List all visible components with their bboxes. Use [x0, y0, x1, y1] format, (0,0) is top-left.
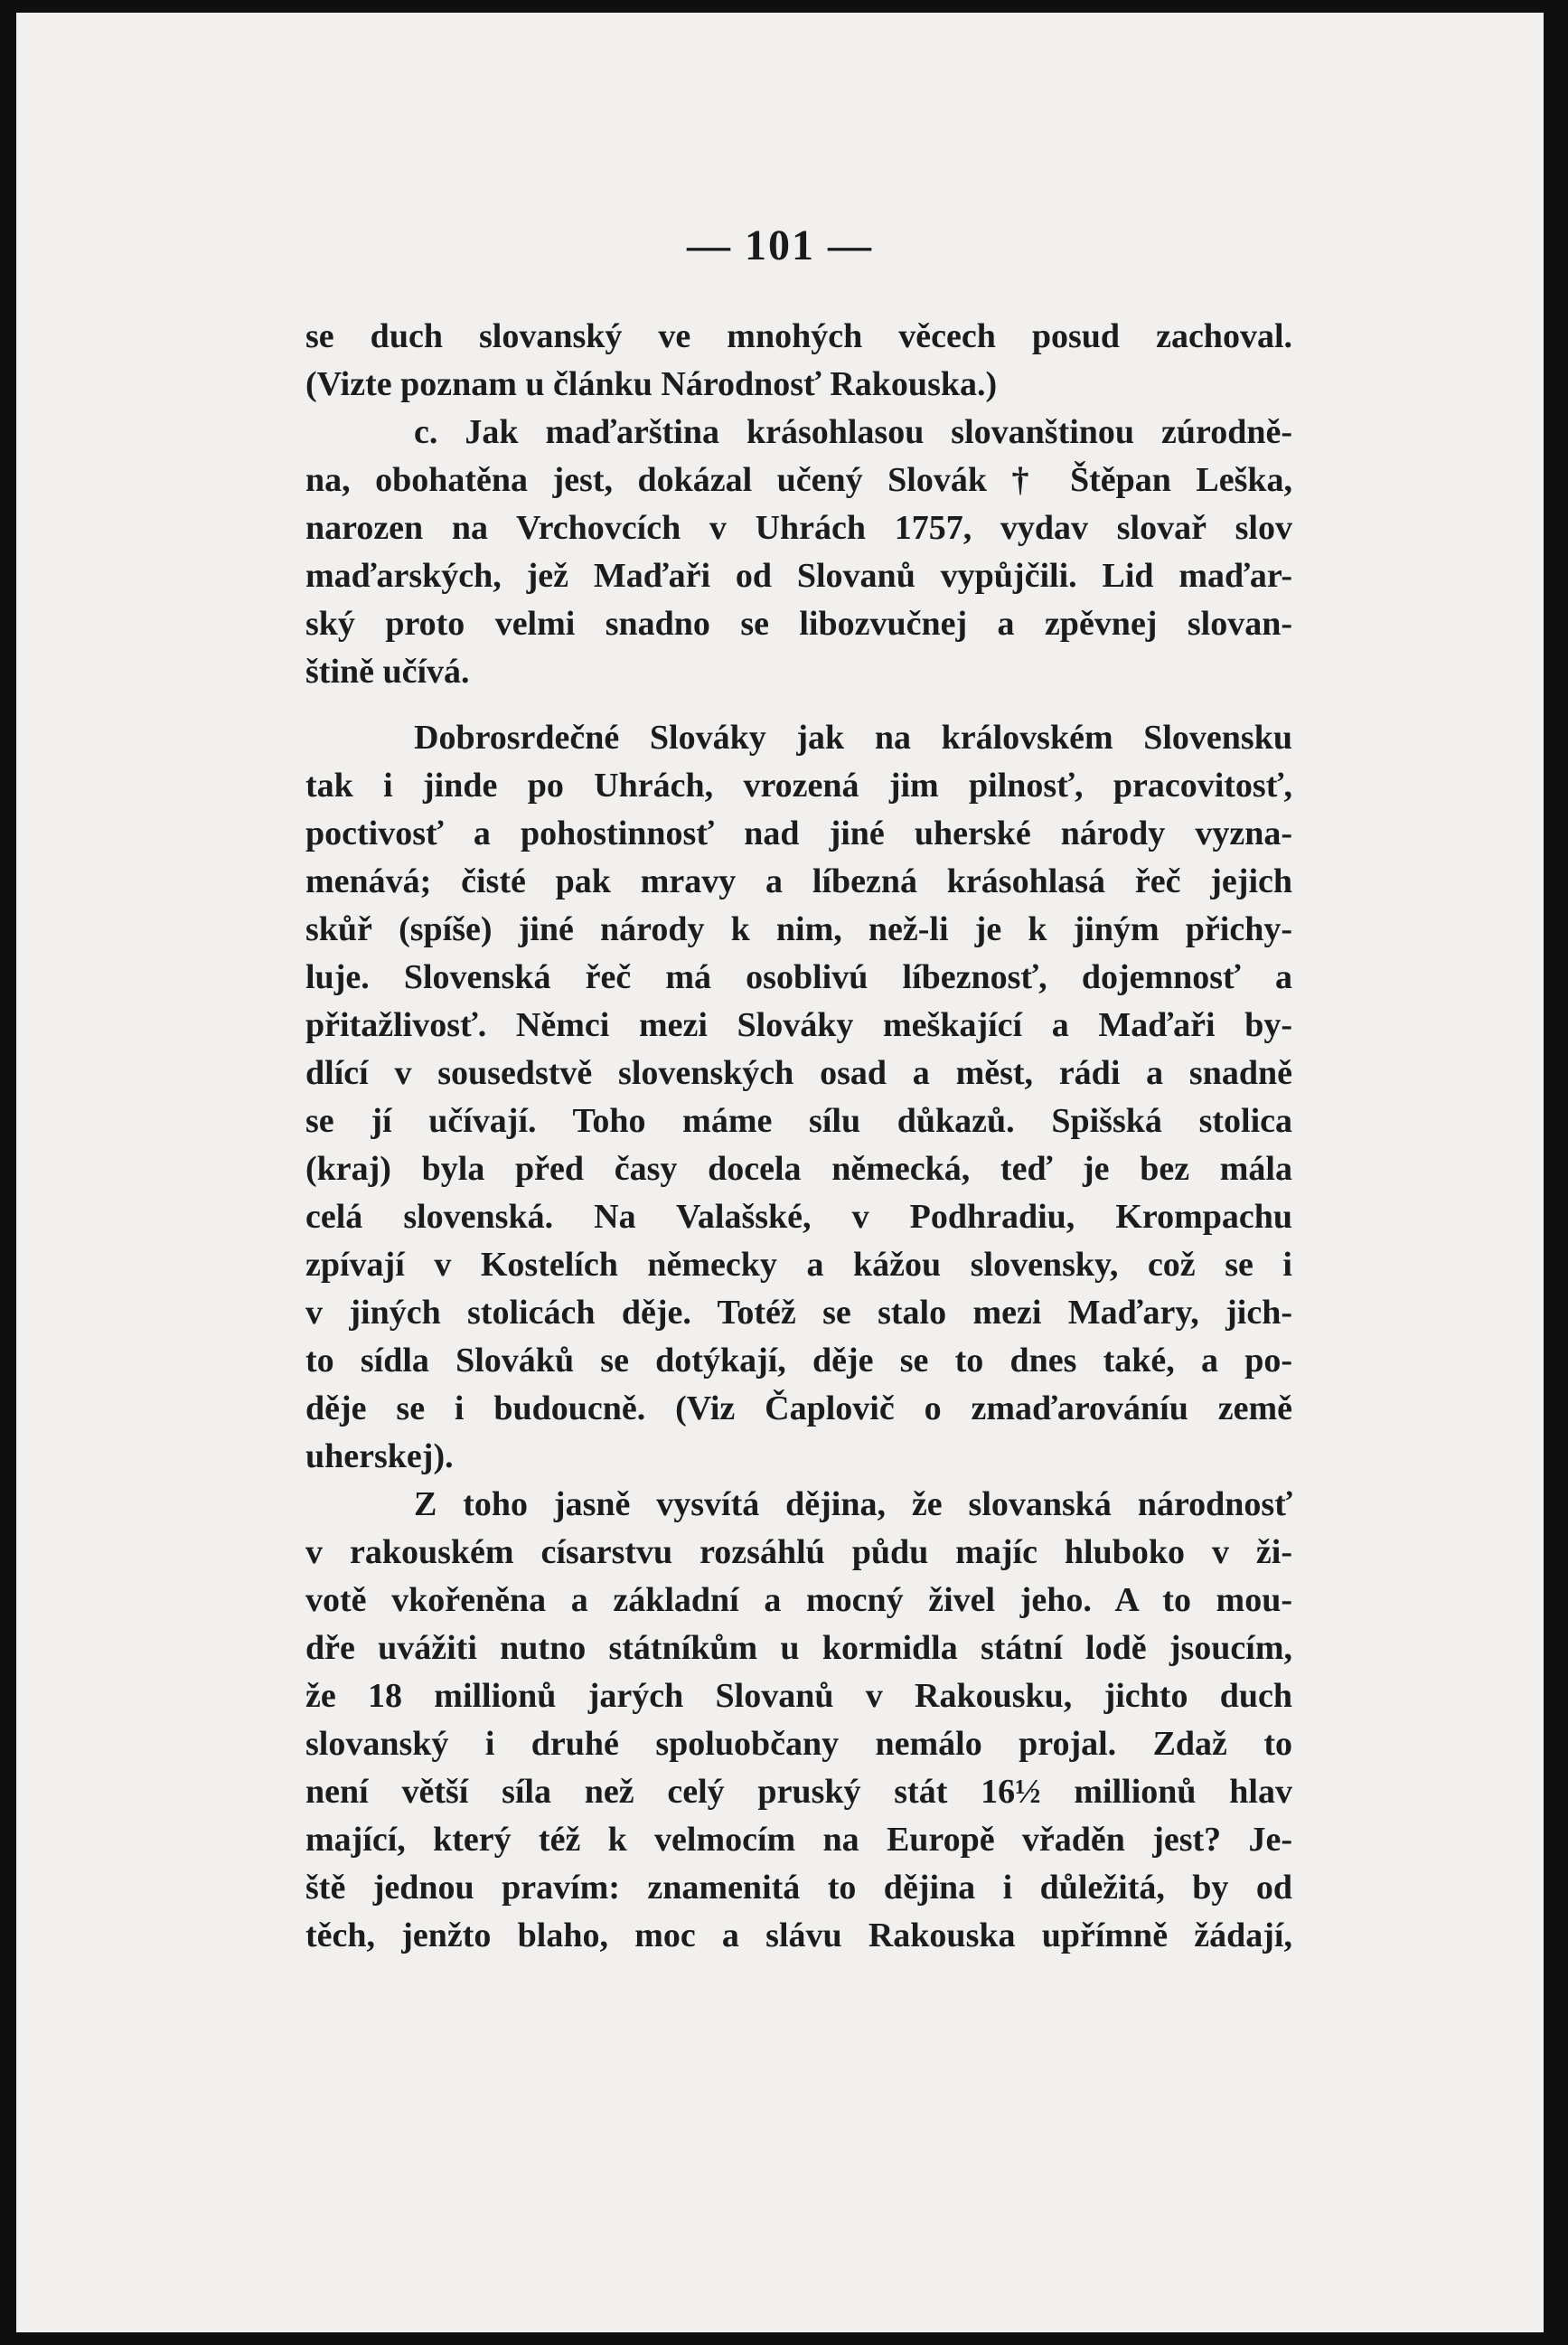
paragraph-2: [305, 409, 1292, 696]
text-line: na, obohatěna jest, dokázal učený Slovák † Štěpan Leška,: [305, 461, 1292, 499]
text-line: v rakouském císarstvu rozsáhlú půdu majíc hluboko v ži-: [305, 1533, 1292, 1571]
text-line: poctivosť a pohostinnosť nad jiné uherské národy vyzna-: [305, 815, 1292, 852]
text-line: (kraj) byla před časy docela německá, teď je bez mála: [305, 1150, 1292, 1188]
text-line: že 18 millionů jarých Slovanů v Rakousku, jichto duch: [305, 1677, 1292, 1715]
text-line: ště jednou pravím: znamenitá to dějina i důležitá, by od: [305, 1869, 1292, 1907]
paragraph-3: [305, 714, 1292, 1481]
text-line: se duch slovanský ve mnohých věcech posud zachoval.: [305, 317, 1292, 355]
body-text: [305, 313, 1292, 1960]
text-line: ský proto velmi snadno se libozvučnej a zpěvnej slovan-: [305, 605, 1292, 643]
text-line: uherskej).: [305, 1437, 454, 1475]
text-line: štině učívá.: [305, 653, 470, 691]
text-line: přitažlivosť. Němci mezi Slováky meškající a Maďaři by-: [305, 1006, 1292, 1044]
book-page: [16, 13, 1544, 2332]
text-line: maďarských, jež Maďaři od Slovanů vypůjčili. Lid maďar-: [305, 557, 1292, 595]
text-line: c. Jak maďarština krásohlasou slovanštinou zúrodně-: [414, 413, 1292, 451]
text-line: celá slovenská. Na Valašské, v Podhradiu, Krompachu: [305, 1198, 1292, 1236]
text-line: skůř (spíše) jiné národy k nim, než-li je k jiným přichy-: [305, 910, 1292, 948]
text-line: to sídla Slováků se dotýkají, děje se to dnes také, a po-: [305, 1342, 1292, 1380]
text-line: zpívají v Kostelích německy a kážou slovensky, což se i: [305, 1246, 1292, 1284]
paragraph-4: [305, 1481, 1292, 1960]
text-line: menává; čisté pak mravy a líbezná krásohlasá řeč jejich: [305, 862, 1292, 900]
text-line: Dobrosrdečné Slováky jak na královském Slovensku: [414, 719, 1292, 757]
text-line: mající, který též k velmocím na Europě vřaděn jest? Je-: [305, 1821, 1292, 1859]
text-line: tak i jinde po Uhrách, vrozená jim pilnosť, pracovitosť,: [305, 767, 1292, 805]
text-line: luje. Slovenská řeč má osoblivú líbeznosť, dojemnosť a: [305, 958, 1292, 996]
text-line: není větší síla než celý pruský stát 16½ millionů hlav: [305, 1773, 1292, 1811]
page-number-header: — 101 —: [687, 221, 873, 269]
text-line: děje se i budoucně. (Viz Čaplovič o zmaďarováníu země: [305, 1389, 1292, 1427]
text-line: narozen na Vrchovcích v Uhrách 1757, vydav slovař slov: [305, 509, 1292, 547]
paragraph-gap: [305, 696, 1292, 714]
text-line: (Vizte poznam u článku Národnosť Rakouska.): [305, 365, 998, 403]
text-line: Z toho jasně vysvítá dějina, že slovanská národnosť: [414, 1485, 1292, 1523]
text-line: dře uvážiti nutno státníkům u kormidla státní lodě jsoucím,: [305, 1629, 1292, 1667]
text-line: se jí učívají. Toho máme sílu důkazů. Spišská stolica: [305, 1102, 1292, 1140]
text-line: votě vkořeněna a základní a mocný živel jeho. A to mou-: [305, 1581, 1292, 1619]
paragraph-1: [305, 313, 1292, 409]
text-line: v jiných stolicách děje. Totéž se stalo mezi Maďary, jich-: [305, 1294, 1292, 1332]
text-line: těch, jenžto blaho, moc a slávu Rakouska upřímně žádají,: [305, 1916, 1292, 1954]
text-line: slovanský i druhé spoluobčany nemálo projal. Zdaž to: [305, 1725, 1292, 1763]
text-line: dlící v sousedstvě slovenských osad a měst, rádi a snadně: [305, 1054, 1292, 1092]
